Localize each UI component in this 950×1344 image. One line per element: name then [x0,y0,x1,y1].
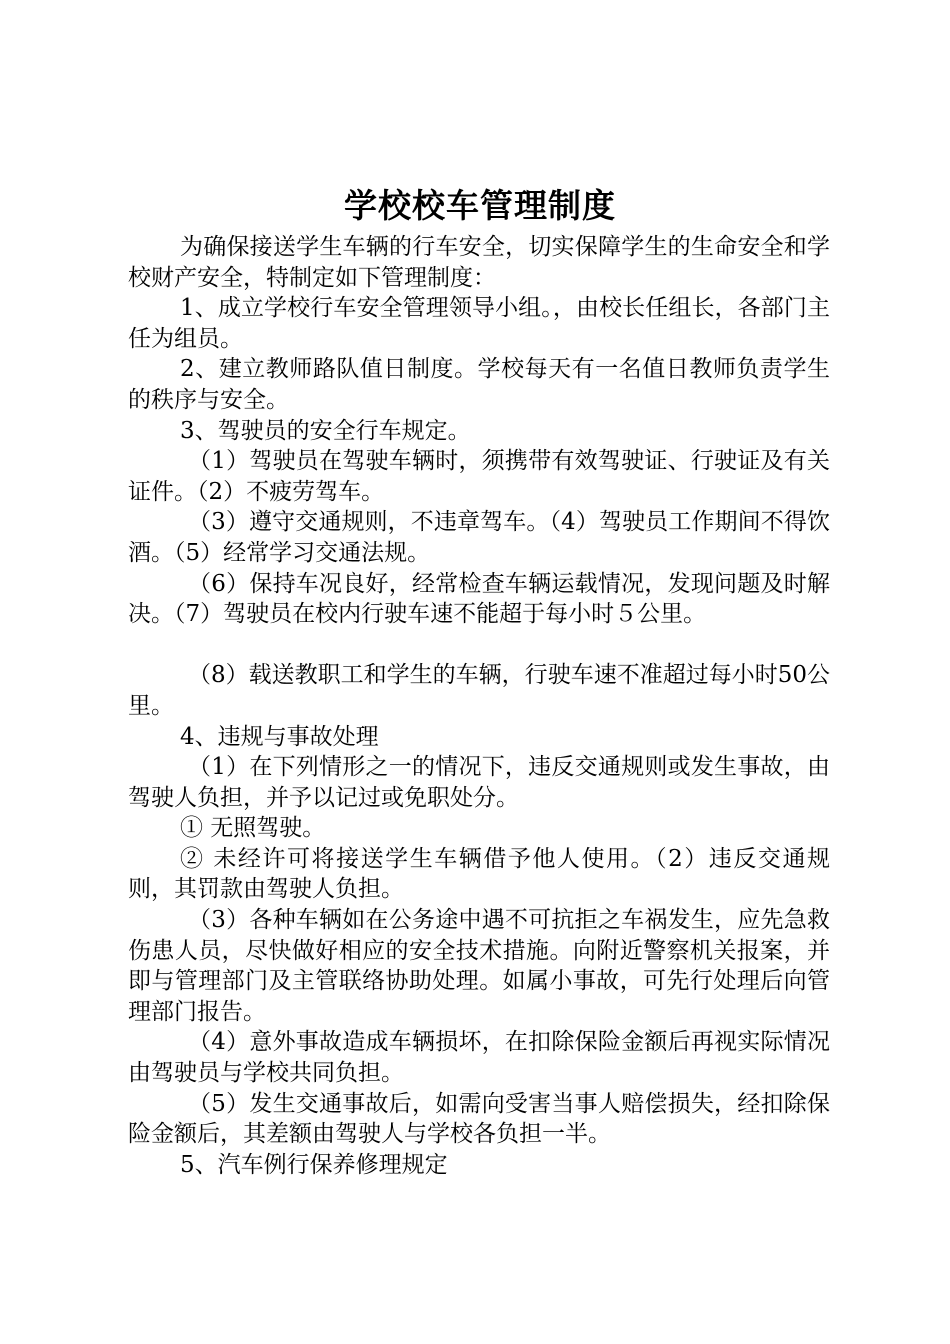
paragraph-rule-1-2: （1）驾驶员在驾驶车辆时，须携带有效驾驶证、行驶证及有关证件。（2）不疲劳驾车。 [128,448,830,505]
paragraph-violation-1: （1）在下列情形之一的情况下，违反交通规则或发生事故，由驾驶人负担，并予以记过或免职处分。 [128,754,830,811]
paragraph-rule-3-5: （3）遵守交通规则，不违章驾车。（4）驾驶员工作期间不得饮酒。（5）经常学习交通法规。 [128,509,830,566]
paragraph-rule-8: （8）载送教职工和学生的车辆，行驶车速不准超过每小时50公里。 [128,662,830,719]
paragraph-item-2: 2、建立教师路队值日制度。学校每天有一名值日教师负责学生的秩序与安全。 [128,356,830,413]
paragraph-item-5: 5、汽车例行保养修理规定 [180,1151,448,1178]
paragraph-item-4: 4、违规与事故处理 [180,723,379,750]
paragraph-violation-3: （3）各种车辆如在公务途中遇不可抗拒之车祸发生，应先急救伤患人员，尽快做好相应的安全技术措施。向附近警察机关报案，并即与管理部门及主管联络协助处理。如属小事故，可先行处理后向管理部门报告。 [128,907,830,1025]
paragraph-violation-4: （4）意外事故造成车辆损坏，在扣除保险金额后再视实际情况由驾驶员与学校共同负担。 [128,1029,830,1087]
paragraph-rule-6-7: （6）保持车况良好，经常检查车辆运载情况，发现问题及时解决。（7）驾驶员在校内行驶车速不能超于每小时５公里。 [128,570,830,628]
paragraph-violation-5: （5）发生交通事故后，如需向受害当事人赔偿损失，经扣除保险金额后，其差额由驾驶人与学校各负担一半。 [128,1090,830,1148]
paragraph-item-1: 1、成立学校行车安全管理领导小组。，由校长任组长，各部门主任为组员。 [128,295,830,352]
paragraph-case-a: ① 无照驾驶。 [180,815,326,842]
paragraph-item-3: 3、驾驶员的安全行车规定。 [180,417,471,444]
document-body [128,232,830,1180]
document-title: 学校校车管理制度 [344,186,616,225]
paragraph-intro: 为确保接送学生车辆的行车安全，切实保障学生的生命安全和学校财产安全，特制定如下管理制度： [128,234,830,291]
blank-line [128,630,830,661]
paragraph-case-b: ② 未经许可将接送学生车辆借予他人使用。（2）违反交通规则，其罚款由驾驶人负担。 [128,845,830,903]
